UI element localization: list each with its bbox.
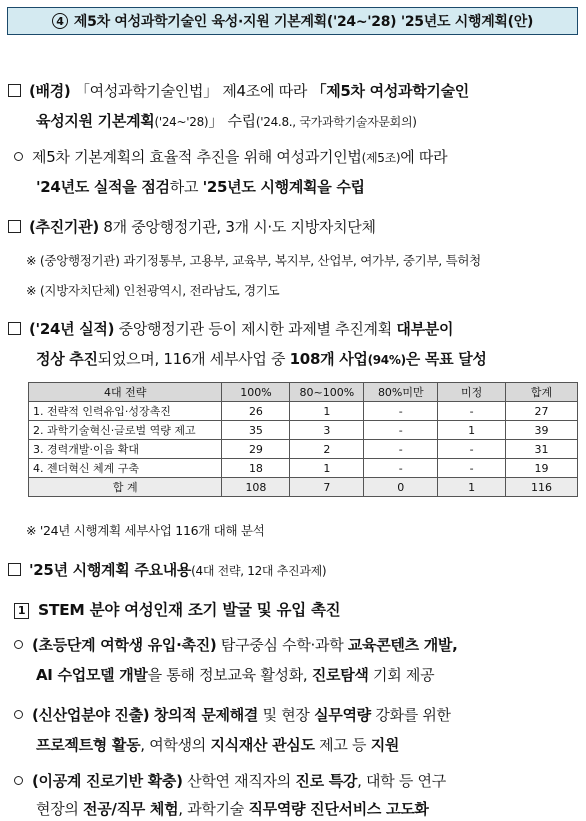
table-cell: 26: [222, 402, 290, 421]
table-cell: 1. 전략적 인력유입·성장촉진: [29, 402, 222, 421]
table-cell: 31: [506, 440, 578, 459]
table-cell: 1: [290, 402, 364, 421]
table-cell: 3. 경력개발·이음 확대: [29, 440, 222, 459]
circle-bullet-icon: [14, 152, 23, 161]
table-cell: -: [364, 402, 438, 421]
strategy-heading: 1 STEM 분야 여성인재 조기 발굴 및 유입 촉진: [14, 598, 340, 620]
table-header-cell: 4대 전략: [29, 383, 222, 402]
table-cell: -: [438, 440, 506, 459]
table-total-cell: 108: [222, 478, 290, 497]
square-bullet-icon: [8, 322, 21, 335]
table-total-cell: 116: [506, 478, 578, 497]
table-total-cell: 7: [290, 478, 364, 497]
results-line-1: ('24년 실적) 중앙행정기관 등이 제시한 과제별 추진계획 대부분이: [8, 318, 453, 339]
table-cell: 29: [222, 440, 290, 459]
table-cell: 18: [222, 459, 290, 478]
table-row: [29, 421, 578, 440]
results-line-2: 정상 추진되었으며, 116개 세부사업 중 108개 사업(94%)은 목표 달성: [36, 350, 487, 368]
square-bullet-icon: [8, 84, 21, 97]
plan-item-3-line-2: 현장의 전공/직무 체험, 과학기술 직무역량 진단서비스 고도화: [36, 800, 429, 818]
table-header-cell: 80%미만: [364, 383, 438, 402]
table-cell: 39: [506, 421, 578, 440]
table-cell: 27: [506, 402, 578, 421]
strategy-number-box: 1: [14, 603, 29, 619]
table-note: ※ '24년 시행계획 세부사업 116개 대해 분석: [26, 523, 265, 538]
plan-item-2-line-1: (신산업분야 진출) 창의적 문제해결 및 현장 실무역량 강화를 위한: [14, 704, 451, 725]
agencies-note-local: ※ (지방자치단체) 인천광역시, 전라남도, 경기도: [26, 283, 280, 298]
agencies-note-central: ※ (중앙행정기관) 과기정통부, 고용부, 교육부, 복지부, 산업부, 여가부, 중기부, 특허청: [26, 253, 481, 268]
table-cell: 4. 젠더혁신 체계 구축: [29, 459, 222, 478]
table-row: [29, 440, 578, 459]
title-banner: [7, 7, 578, 35]
plan-item-2-line-2: 프로젝트형 활동, 여학생의 지식재산 관심도 제고 등 지원: [36, 736, 400, 754]
table-cell: 2. 과학기술혁신·글로벌 역량 제고: [29, 421, 222, 440]
square-bullet-icon: [8, 220, 21, 233]
table-cell: 1: [290, 459, 364, 478]
table-total-cell: 1: [438, 478, 506, 497]
circle-bullet-icon: [14, 640, 23, 649]
agencies-line: (추진기관) 8개 중앙행정기관, 3개 시·도 지방자치단체: [8, 216, 376, 237]
background-sub-line-1: 제5차 기본계획의 효율적 추진을 위해 여성과기인법(제5조)에 따라: [14, 146, 447, 167]
circle-bullet-icon: [14, 776, 23, 785]
circle-bullet-icon: [14, 710, 23, 719]
square-bullet-icon: [8, 563, 21, 576]
plan-item-1-line-1: (초등단계 여학생 유입·촉진) 탐구중심 수학·과학 교육콘텐츠 개발,: [14, 634, 458, 655]
table-row: [29, 402, 578, 421]
table-cell: 35: [222, 421, 290, 440]
table-total-cell: 합 계: [29, 478, 222, 497]
table-header-cell: 100%: [222, 383, 290, 402]
page-title: 제5차 여성과학기술인 육성·지원 기본계획('24~'28) '25년도 시행계획(안): [73, 14, 534, 30]
results-table: [28, 382, 578, 497]
table-header-row: [29, 383, 578, 402]
table-cell: 2: [290, 440, 364, 459]
plan-line: '25년 시행계획 주요내용(4대 전략, 12대 추진과제): [8, 559, 326, 580]
table-cell: -: [364, 440, 438, 459]
plan-item-3-line-1: (이공계 진로기반 확충) 산학연 재직자의 진로 특강, 대학 등 연구: [14, 770, 446, 791]
background-sub-line-2: '24년도 실적을 점검하고 '25년도 시행계획을 수립: [36, 178, 365, 196]
background-line-2: 육성지원 기본계획('24~'28)」 수립('24.8., 국가과학기술자문회의): [36, 112, 417, 130]
table-cell: -: [438, 459, 506, 478]
table-cell: 3: [290, 421, 364, 440]
table-cell: -: [438, 402, 506, 421]
table-cell: 1: [438, 421, 506, 440]
table-cell: -: [364, 459, 438, 478]
section-number-circle: 4: [52, 13, 68, 29]
table-cell: 19: [506, 459, 578, 478]
table-total-row: [29, 478, 578, 497]
table-header-cell: 80~100%: [290, 383, 364, 402]
table-cell: -: [364, 421, 438, 440]
table-header-cell: 합계: [506, 383, 578, 402]
table-total-cell: 0: [364, 478, 438, 497]
table-header-cell: 미정: [438, 383, 506, 402]
background-line-1: (배경) 「여성과학기술인법」 제4조에 따라 「제5차 여성과학기술인: [8, 80, 469, 101]
plan-item-1-line-2: AI 수업모델 개발을 통해 정보교육 활성화, 진로탐색 기회 제공: [36, 666, 435, 684]
table-row: [29, 459, 578, 478]
